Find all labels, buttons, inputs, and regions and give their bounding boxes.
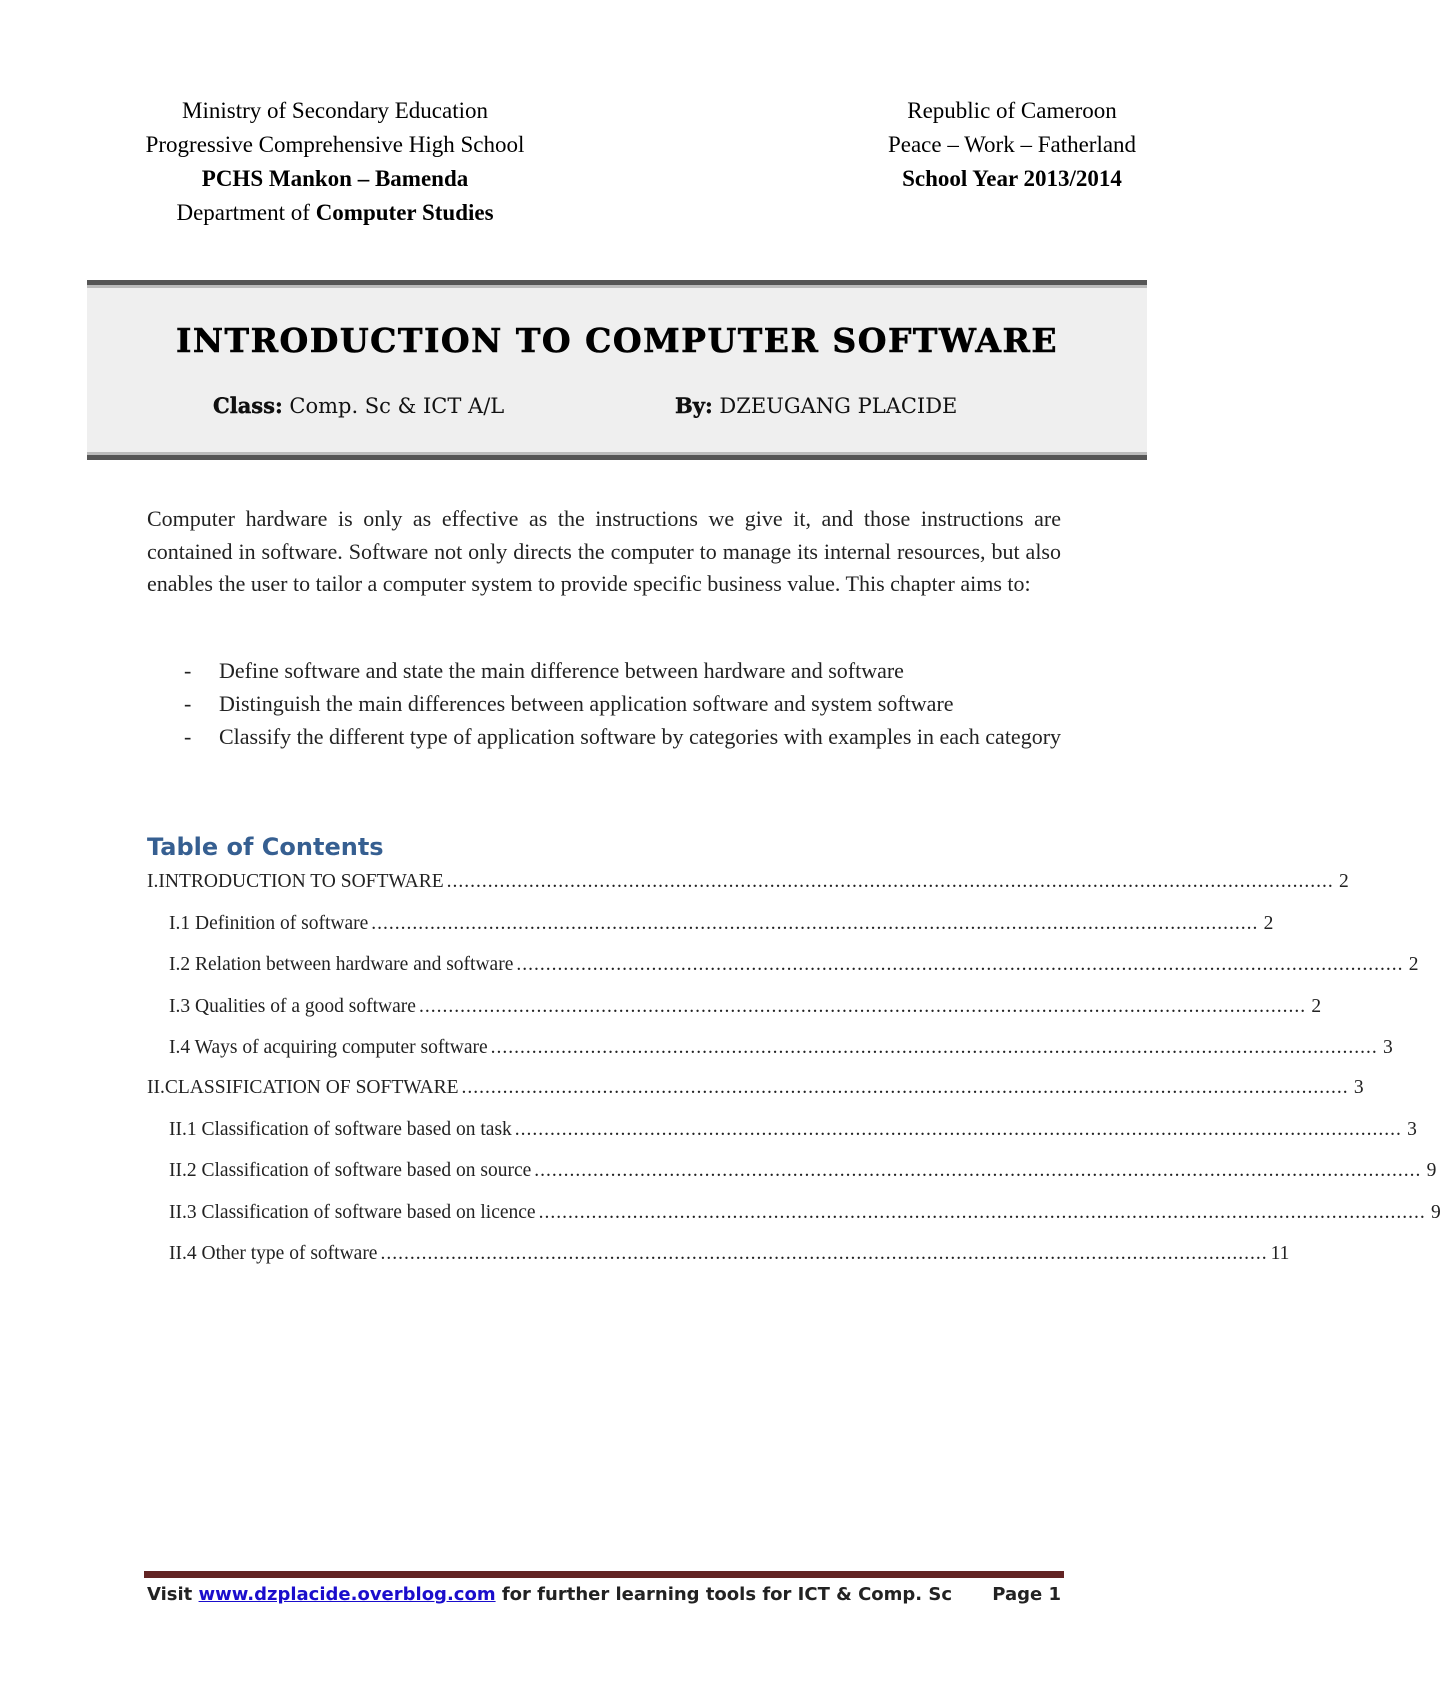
toc-entry[interactable] — [169, 1116, 1417, 1144]
footer — [147, 1584, 1061, 1605]
toc-entry[interactable] — [169, 1199, 1441, 1227]
toc-text: II.3 Classification of software based on licence — [169, 1202, 536, 1223]
toc-page: 2 — [1339, 871, 1349, 892]
toc-entry[interactable] — [169, 1240, 1290, 1268]
toc-text: I.2 Relation between hardware and software — [169, 954, 514, 975]
intro-paragraph: Computer hardware is only as effective as the instructions we give it, and those instructions are contained in software. Software not only directs the computer to manage its internal resources, but also enables the user to tailor a computer system to provide specific business value. This chapter aims to: — [147, 506, 1061, 596]
toc-entry[interactable] — [169, 1034, 1393, 1062]
class-value: Comp. Sc & ICT A/L — [282, 394, 505, 418]
toc-page: 9 — [1430, 1202, 1441, 1223]
toc-number: II. — [147, 1077, 165, 1098]
toc-leader: ....................................................................................................................................................... — [534, 1160, 1422, 1181]
toc-text: CLASSIFICATION OF SOFTWARE — [164, 1077, 459, 1098]
toc-leader: ....................................................................................................................................................... — [516, 954, 1404, 975]
header-left-block — [110, 94, 560, 230]
footer-suffix: for further learning tools for ICT & Comp. Sc — [495, 1584, 953, 1605]
toc-leader: ....................................................................................................................................................... — [461, 1077, 1349, 1098]
toc-page: 2 — [1311, 996, 1322, 1017]
toc-entry[interactable] — [169, 951, 1419, 979]
toc-page: 11 — [1270, 1243, 1290, 1264]
toc-entry[interactable] — [147, 1074, 1364, 1102]
list-item — [147, 720, 1067, 753]
footer-link[interactable]: www.dzplacide.overblog.com — [198, 1584, 496, 1605]
author-info — [675, 393, 957, 418]
header-right-block — [812, 94, 1212, 196]
toc-text: I.1 Definition of software — [169, 913, 369, 934]
footer-rule — [144, 1571, 1064, 1578]
toc-page: 2 — [1263, 913, 1274, 934]
toc-page: 9 — [1426, 1160, 1437, 1181]
school-name: Progressive Comprehensive High School — [145, 132, 525, 157]
toc-entry[interactable] — [147, 868, 1349, 896]
footer-prefix: Visit — [147, 1584, 199, 1605]
aim-text: Classify the different type of application software by categories with examples in each category — [219, 724, 1062, 749]
list-dash: - — [184, 691, 192, 716]
department-prefix: Department of — [176, 200, 316, 225]
list-dash: - — [184, 724, 192, 749]
toc-text: II.4 Other type of software — [169, 1243, 378, 1264]
toc-leader: ....................................................................................................................................................... — [538, 1202, 1426, 1223]
toc-text: II.2 Classification of software based on source — [169, 1160, 532, 1181]
toc-entry[interactable] — [169, 1157, 1437, 1185]
department-name: Computer Studies — [315, 200, 494, 225]
toc-page: 3 — [1407, 1119, 1417, 1140]
toc-leader: ....................................................................................................................................................... — [446, 871, 1334, 892]
document-title: INTRODUCTION TO COMPUTER SOFTWARE — [175, 321, 1059, 360]
toc-leader: ....................................................................................................................................................... — [371, 913, 1259, 934]
toc-leader: ....................................................................................................................................................... — [490, 1037, 1378, 1058]
toc-page: 3 — [1353, 1077, 1364, 1098]
toc-text: I.3 Qualities of a good software — [169, 996, 416, 1017]
title-box — [87, 280, 1147, 460]
class-info — [213, 393, 504, 418]
author-value: DZEUGANG PLACIDE — [712, 394, 958, 418]
aim-text: Distinguish the main differences between application software and system software — [219, 691, 954, 716]
school-location: PCHS Mankon – Bamenda — [201, 166, 469, 191]
ministry-line: Ministry of Secondary Education — [182, 98, 488, 123]
toc-text: II.1 Classification of software based on task — [169, 1119, 512, 1140]
motto-line: Peace – Work – Fatherland — [887, 132, 1137, 157]
list-item — [147, 654, 1067, 687]
toc-heading: Table of Contents — [147, 833, 384, 861]
toc-page: 2 — [1408, 954, 1419, 975]
aims-list — [147, 654, 1067, 753]
list-dash: - — [184, 658, 192, 683]
toc-leader: ....................................................................................................................................................... — [380, 1243, 1268, 1264]
toc-entry[interactable] — [169, 910, 1274, 938]
toc-page: 3 — [1383, 1037, 1393, 1058]
class-label: Class: — [213, 393, 283, 418]
school-year: School Year 2013/2014 — [902, 166, 1122, 191]
toc-text: I.4 Ways of acquiring computer software — [169, 1037, 488, 1058]
toc-leader: ....................................................................................................................................................... — [418, 996, 1307, 1017]
list-item — [147, 687, 1067, 720]
toc-leader: ....................................................................................................................................................... — [514, 1119, 1402, 1140]
country-line: Republic of Cameroon — [907, 98, 1117, 123]
aim-text: Define software and state the main difference between hardware and software — [219, 658, 904, 683]
author-label: By: — [675, 393, 713, 418]
toc-number: I. — [147, 871, 159, 892]
toc-entry[interactable] — [169, 993, 1322, 1021]
toc-text: INTRODUCTION TO SOFTWARE — [158, 871, 444, 892]
department-line — [110, 196, 560, 230]
page-number: Page 1 — [992, 1584, 1061, 1605]
